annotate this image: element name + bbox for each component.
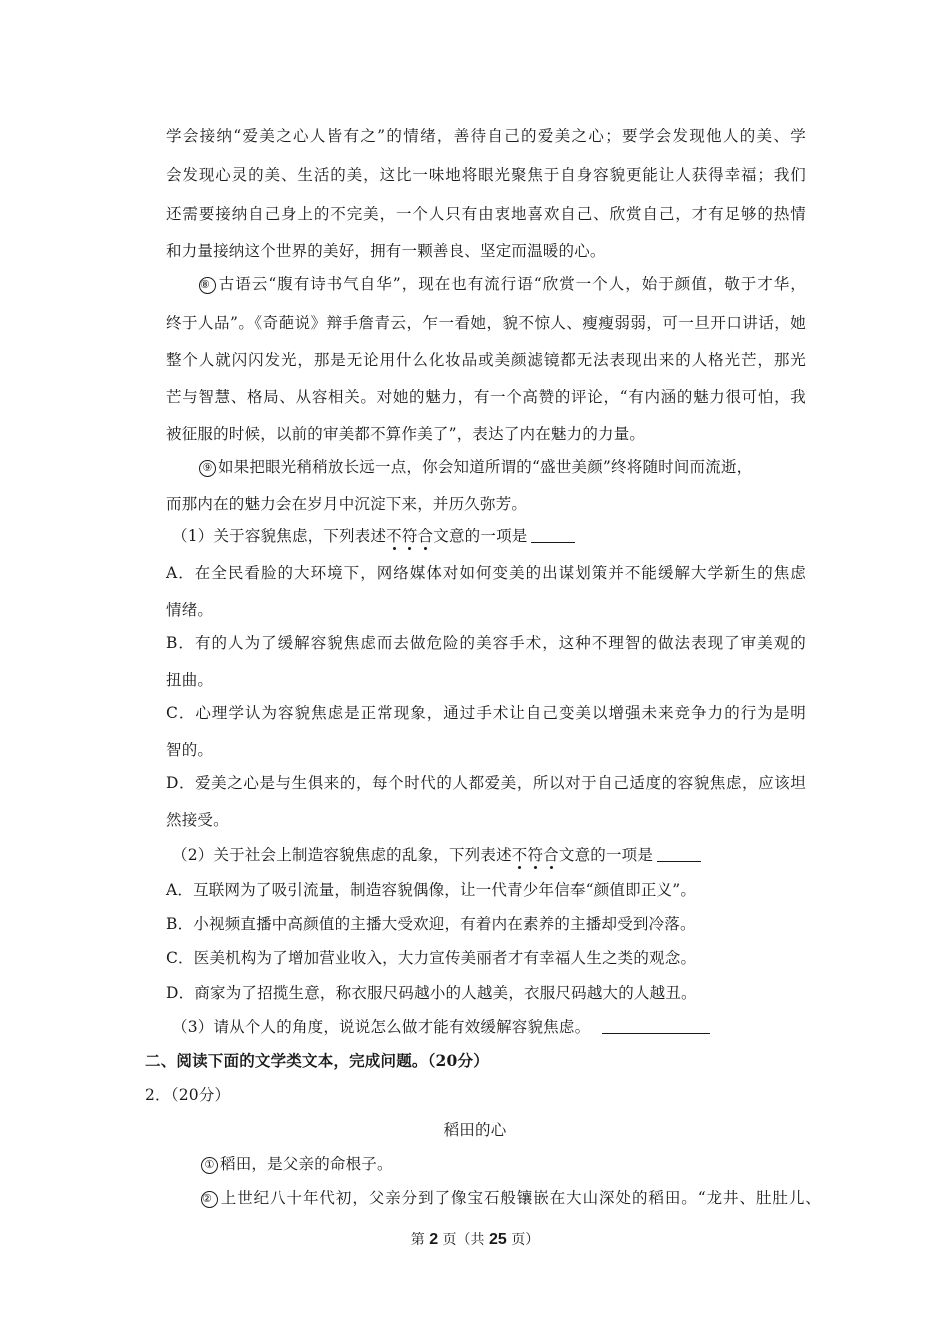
paragraph-line: 和力量接纳这个世界的美好，拥有一颗善良、坚定而温暖的心。 xyxy=(166,242,606,260)
story-title: 稻田的心 xyxy=(443,1121,507,1139)
question-3-stem: （3）请从个人的角度，说说怎么做才能有效缓解容貌焦虑。 xyxy=(172,1015,710,1037)
answer-blank[interactable] xyxy=(602,1019,710,1034)
option-a-cont: 情绪。 xyxy=(166,601,214,619)
page-footer: 第 2 页（共 25 页） xyxy=(410,1231,540,1248)
option-b: B．有的人为了缓解容貌焦虑而去做危险的美容手术，这种不理智的做法表现了审美观的 xyxy=(166,634,806,652)
emphasis-char: 符 xyxy=(401,527,418,545)
emphasis-char: 不 xyxy=(511,846,528,864)
option-c-cont: 智的。 xyxy=(166,741,214,759)
paragraph-line: 整个人就闪闪发光，那是无论用什么化妆品或美颜滤镜都无法表现出来的人格光芒，那光 xyxy=(166,351,806,369)
story-paragraph-2: ② 上世纪八十年代初，父亲分到了像宝石般镶嵌在大山深处的稻田。“龙井、肚肚儿、 xyxy=(202,1189,821,1207)
section-heading: 二、阅读下面的文学类文本，完成问题。（20分） xyxy=(145,1051,489,1070)
emphasis-char: 符 xyxy=(527,846,544,864)
story-paragraph-1: ① 稻田，是父亲的命根子。 xyxy=(201,1152,393,1174)
paragraph-line: 学会接纳“爱美之心人皆有之”的情绪，善待自己的爱美之心；要学会发现他人的美、学 xyxy=(166,127,806,145)
option-c: C．心理学认为容貌焦虑是正常现象，通过手术让自己变美以增强未来竞争力的行为是明 xyxy=(166,704,806,722)
total-page-count: 25 xyxy=(489,1231,507,1248)
question-number: 2．（20分） xyxy=(145,1086,231,1104)
option-b: B．小视频直播中高颜值的主播大受欢迎，有着内在素养的主播却受到冷落。 xyxy=(166,915,696,933)
option-d: D．爱美之心是与生俱来的，每个时代的人都爱美，所以对于自己适度的容貌焦虑，应该坦 xyxy=(166,774,806,792)
paragraph-line: 还需要接纳自己身上的不完美，一个人只有由衷地喜欢自己、欣赏自己，才有足够的热情 xyxy=(166,205,806,223)
option-c: C．医美机构为了增加营业收入，大力宣传美丽者才有幸福人生之类的观念。 xyxy=(166,949,697,967)
answer-blank[interactable] xyxy=(657,847,701,862)
emphasis-char: 不 xyxy=(386,527,402,545)
answer-blank[interactable] xyxy=(531,528,575,543)
paragraph-line: 终于人品”。《奇葩说》辩手詹青云，乍一看她，貌不惊人、瘦瘦弱弱，可一旦开口讲话，她 xyxy=(166,314,806,332)
emphasis-char: 合 xyxy=(543,846,559,864)
paragraph-line: 而那内在的魅力会在岁月中沉淀下来，并历久弥芳。 xyxy=(166,495,528,513)
option-a: A．在全民看脸的大环境下，网络媒体对如何变美的出谋划策并不能缓解大学新生的焦虑 xyxy=(166,564,806,582)
paragraph-number-badge: ② xyxy=(201,1191,218,1208)
option-b-cont: 扭曲。 xyxy=(166,671,214,689)
paragraph-line: 芒与智慧、格局、从容相关。对她的魅力，有一个高赞的评论，“有内涵的魅力很可怕，我 xyxy=(166,388,806,406)
question-2-stem: （2）关于社会上制造容貌焦虑的乱象，下列表述不符合文意的一项是 xyxy=(172,843,701,865)
paragraph-9-first-line: ⑨ 如果把眼光稍稍放长远一点，你会知道所谓的“盛世美颜”终将随时间而流逝， xyxy=(199,455,752,477)
current-page-number: 2 xyxy=(429,1231,439,1248)
emphasis-char: 合 xyxy=(417,527,434,545)
paragraph-number-badge: ① xyxy=(201,1157,218,1174)
paragraph-line: 被征服的时候，以前的审美都不算作美了”，表达了内在魅力的力量。 xyxy=(166,425,646,443)
paragraph-8-first-line: ⑧ 古语云“腹有诗书气自华”，现在也有流行语“欣赏一个人，始于颜值，敬于才华， xyxy=(200,275,806,293)
paragraph-line: 会发现心灵的美、生活的美，这比一味地将眼光聚焦于自身容貌更能让人获得幸福；我们 xyxy=(166,166,806,184)
option-d: D．商家为了招揽生意，称衣服尺码越小的人越美，衣服尺码越大的人越丑。 xyxy=(166,984,697,1002)
option-d-cont: 然接受。 xyxy=(166,811,229,829)
paragraph-number-badge: ⑨ xyxy=(199,460,216,477)
question-1-stem: （1）关于容貌焦虑，下列表述不符合文意的一项是 xyxy=(172,524,575,546)
option-a: A．互联网为了吸引流量，制造容貌偶像，让一代青少年信奉“颜值即正义”。 xyxy=(166,881,697,899)
paragraph-number-badge: ⑧ xyxy=(199,277,216,294)
